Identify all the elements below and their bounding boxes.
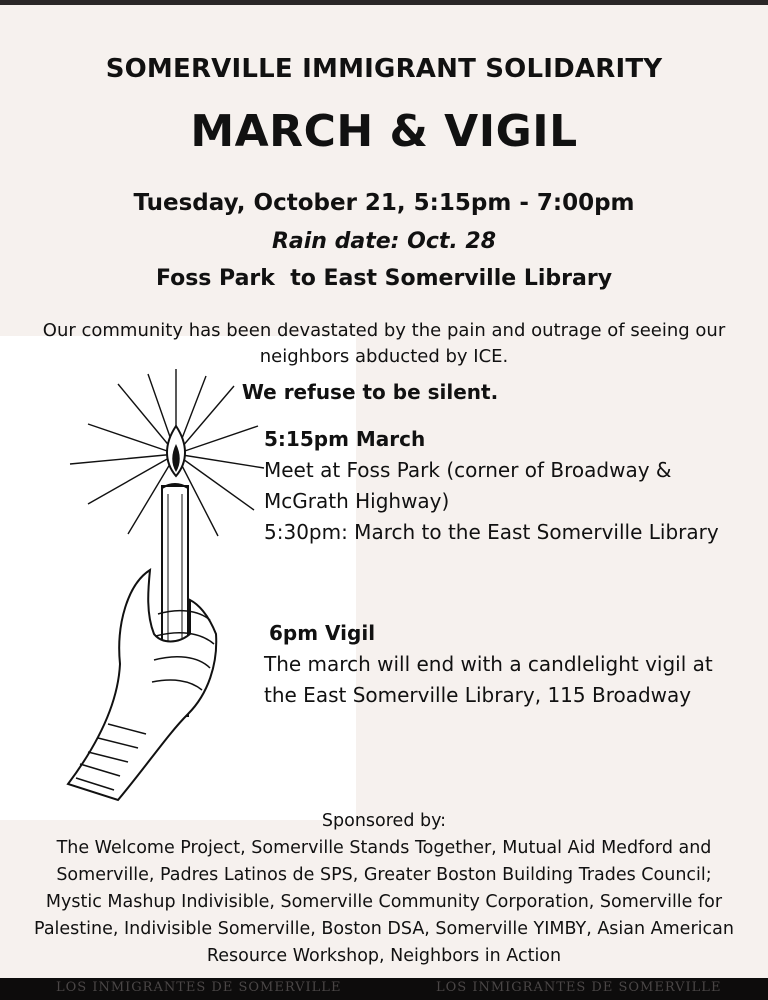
intro-text: Our community has been devastated by the pain and outrage of seeing our neighbors abducted by ICE. xyxy=(42,320,726,367)
event-organizer-title: SOMERVILLE IMMIGRANT SOLIDARITY xyxy=(105,54,663,84)
vigil-description: The march will end with a candlelight vigil at the East Somerville Library, 115 Broadway xyxy=(264,652,713,707)
intro-emphasis: We refuse to be silent. xyxy=(241,380,499,404)
march-heading: 5:15pm March xyxy=(264,427,426,451)
event-route: Foss Park to East Somerville Library xyxy=(155,266,613,291)
candle-in-hand-icon xyxy=(58,364,268,804)
top-border xyxy=(0,0,768,5)
footer-strip-text-left: LOS INMIGRANTES DE SOMERVILLE xyxy=(56,980,342,995)
rain-date: Rain date: Oct. 28 xyxy=(271,229,497,254)
event-title: MARCH & VIGIL xyxy=(190,106,578,157)
vigil-schedule xyxy=(264,618,734,711)
vigil-heading: 6pm Vigil xyxy=(269,621,376,645)
footer-strip-text-right: LOS INMIGRANTES DE SOMERVILLE xyxy=(436,980,722,995)
march-meet-point: Meet at Foss Park (corner of Broadway & McGrath Highway) xyxy=(264,458,672,513)
sponsors-heading: Sponsored by: xyxy=(321,811,447,831)
sponsors-list: The Welcome Project, Somerville Stands Together, Mutual Aid Medford and Somerville, Padres Latinos de SPS, Greater Boston Building Trades Council; Mystic Mashup Indivisible, Somerville Community Corporation, Somerville for Palestine, Indivisible Somerville, Boston DSA, Somerville YIMBY, Asian American Resource Workshop, Neighbors in Action xyxy=(34,838,734,966)
sponsors-section xyxy=(30,808,738,970)
event-date: Tuesday, October 21, 5:15pm - 7:00pm xyxy=(133,190,635,216)
march-schedule xyxy=(264,424,734,548)
march-walk: 5:30pm: March to the East Somerville Library xyxy=(264,520,719,544)
footer-strip xyxy=(0,978,768,1000)
